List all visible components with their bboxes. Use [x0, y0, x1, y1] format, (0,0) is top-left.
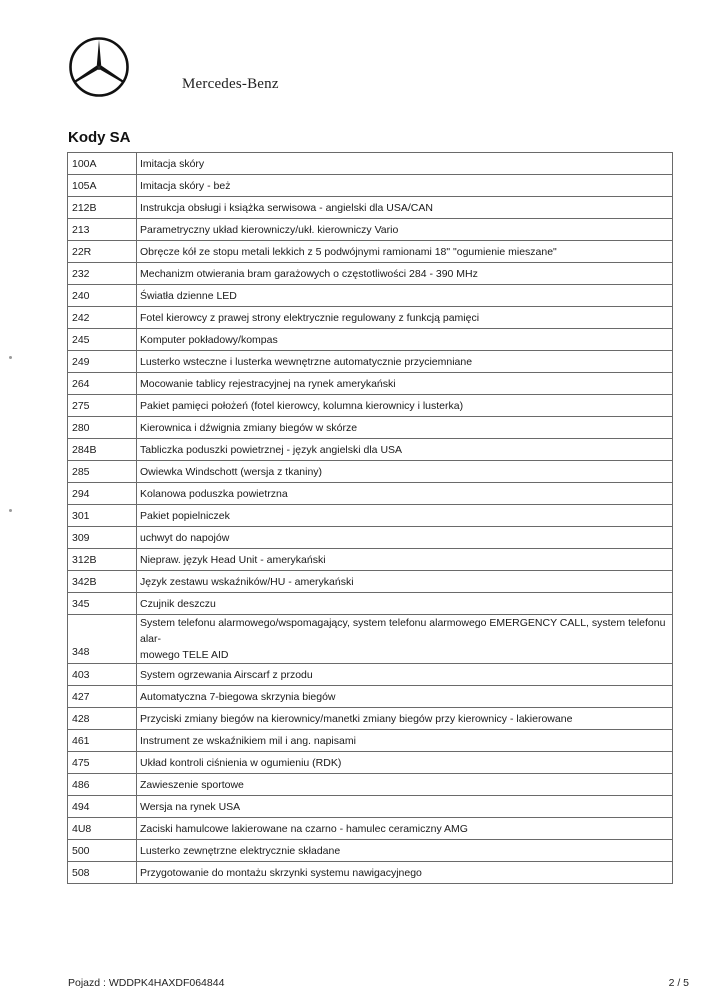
- sa-code-cell: 240: [68, 285, 137, 307]
- sa-description-cell: Układ kontroli ciśnienia w ogumieniu (RDK): [137, 752, 673, 774]
- sa-description-cell: Wersja na rynek USA: [137, 796, 673, 818]
- sa-code-cell: 249: [68, 351, 137, 373]
- sa-description-cell: Instrument ze wskaźnikiem mil i ang. napisami: [137, 730, 673, 752]
- table-row: [68, 395, 673, 417]
- table-row: [68, 730, 673, 752]
- table-row: [68, 373, 673, 395]
- sa-description-cell: Pakiet pamięci położeń (fotel kierowcy, kolumna kierownicy i lusterka): [137, 395, 673, 417]
- sa-description-cell: Instrukcja obsługi i książka serwisowa - angielski dla USA/CAN: [137, 197, 673, 219]
- table-row: [68, 686, 673, 708]
- sa-codes-table: [67, 152, 673, 884]
- margin-dot: [9, 356, 12, 359]
- sa-description-cell: Przygotowanie do montażu skrzynki systemu nawigacyjnego: [137, 862, 673, 884]
- table-row: [68, 664, 673, 686]
- sa-code-cell: 105A: [68, 175, 137, 197]
- sa-description-cell: Język zestawu wskaźników/HU - amerykański: [137, 571, 673, 593]
- description-line: System telefonu alarmowego/wspomagający, system telefonu alarmowego EMERGENCY CALL, system telefonu alar-: [140, 617, 666, 645]
- sa-code-cell: 100A: [68, 153, 137, 175]
- brand-name: Mercedes-Benz: [182, 76, 279, 92]
- sa-description-cell: Kierownica i dźwignia zmiany biegów w skórze: [137, 417, 673, 439]
- sa-code-cell: 309: [68, 527, 137, 549]
- sa-description-cell: Niepraw. język Head Unit - amerykański: [137, 549, 673, 571]
- sa-description-cell: Zaciski hamulcowe lakierowane na czarno - hamulec ceramiczny AMG: [137, 818, 673, 840]
- sa-code-cell: 285: [68, 461, 137, 483]
- table-row: [68, 263, 673, 285]
- table-row: [68, 615, 673, 664]
- sa-description-cell: Obręcze kół ze stopu metali lekkich z 5 podwójnymi ramionami 18" "ogumienie mieszane": [137, 241, 673, 263]
- sa-description-cell: uchwyt do napojów: [137, 527, 673, 549]
- sa-description-cell: Lusterko zewnętrzne elektrycznie składane: [137, 840, 673, 862]
- sa-description-cell: Parametryczny układ kierowniczy/ukł. kierowniczy Vario: [137, 219, 673, 241]
- table-row: [68, 175, 673, 197]
- table-row: [68, 439, 673, 461]
- table-row: [68, 351, 673, 373]
- sa-description-cell: Pakiet popielniczek: [137, 505, 673, 527]
- sa-description-cell: Czujnik deszczu: [137, 593, 673, 615]
- table-row: [68, 307, 673, 329]
- sa-code-cell: 486: [68, 774, 137, 796]
- sa-code-cell: 428: [68, 708, 137, 730]
- table-row: [68, 483, 673, 505]
- vehicle-vin: Pojazd : WDDPK4HAXDF064844: [68, 977, 225, 989]
- sa-code-cell: 301: [68, 505, 137, 527]
- sa-code-cell: 264: [68, 373, 137, 395]
- sa-code-cell: 22R: [68, 241, 137, 263]
- sa-description-cell: Imitacja skóry - beż: [137, 175, 673, 197]
- sa-description-cell: [137, 615, 673, 664]
- table-row: [68, 593, 673, 615]
- table-row: [68, 708, 673, 730]
- sa-code-cell: 427: [68, 686, 137, 708]
- sa-code-cell: 245: [68, 329, 137, 351]
- sa-code-cell: 242: [68, 307, 137, 329]
- sa-code-cell: 508: [68, 862, 137, 884]
- margin-dot: [9, 509, 12, 512]
- sa-description-cell: Fotel kierowcy z prawej strony elektrycznie regulowany z funkcją pamięci: [137, 307, 673, 329]
- sa-description-cell: Automatyczna 7-biegowa skrzynia biegów: [137, 686, 673, 708]
- table-row: [68, 818, 673, 840]
- sa-code-cell: 500: [68, 840, 137, 862]
- sa-code-cell: 275: [68, 395, 137, 417]
- sa-code-cell: 342B: [68, 571, 137, 593]
- sa-code-cell: 212B: [68, 197, 137, 219]
- sa-codes-table-body: [68, 153, 673, 884]
- sa-code-cell: 312B: [68, 549, 137, 571]
- table-row: [68, 774, 673, 796]
- table-row: [68, 752, 673, 774]
- sa-code-cell: 403: [68, 664, 137, 686]
- table-row: [68, 862, 673, 884]
- sa-code-cell: 284B: [68, 439, 137, 461]
- sa-description-cell: Tabliczka poduszki powietrznej - język angielski dla USA: [137, 439, 673, 461]
- table-row: [68, 197, 673, 219]
- sa-code-cell: 494: [68, 796, 137, 818]
- section-title: Kody SA: [68, 129, 131, 146]
- sa-description-cell: Przyciski zmiany biegów na kierownicy/manetki zmiany biegów przy kierownicy - lakierowane: [137, 708, 673, 730]
- sa-code-cell: 475: [68, 752, 137, 774]
- sa-description-cell: Zawieszenie sportowe: [137, 774, 673, 796]
- sa-code-cell: 232: [68, 263, 137, 285]
- sa-description-cell: Mechanizm otwierania bram garażowych o częstotliwości 284 - 390 MHz: [137, 263, 673, 285]
- table-row: [68, 505, 673, 527]
- sa-description-cell: Owiewka Windschott (wersja z tkaniny): [137, 461, 673, 483]
- sa-description-cell: Lusterko wsteczne i lusterka wewnętrzne automatycznie przyciemniane: [137, 351, 673, 373]
- sa-description-cell: Imitacja skóry: [137, 153, 673, 175]
- sa-code-cell: 280: [68, 417, 137, 439]
- table-row: [68, 329, 673, 351]
- table-row: [68, 571, 673, 593]
- table-row: [68, 241, 673, 263]
- sa-code-cell: 294: [68, 483, 137, 505]
- page-indicator: 2 / 5: [668, 977, 689, 989]
- table-row: [68, 153, 673, 175]
- table-row: [68, 285, 673, 307]
- table-row: [68, 219, 673, 241]
- sa-description-cell: Komputer pokładowy/kompas: [137, 329, 673, 351]
- sa-description-cell: Kolanowa poduszka powietrzna: [137, 483, 673, 505]
- sa-description-cell: Światła dzienne LED: [137, 285, 673, 307]
- table-row: [68, 840, 673, 862]
- sa-description-cell: System ogrzewania Airscarf z przodu: [137, 664, 673, 686]
- mercedes-star-icon: [68, 36, 130, 98]
- table-row: [68, 527, 673, 549]
- sa-code-cell: 345: [68, 593, 137, 615]
- description-line: mowego TELE AID: [140, 649, 229, 661]
- table-row: [68, 417, 673, 439]
- sa-description-cell: Mocowanie tablicy rejestracyjnej na rynek amerykański: [137, 373, 673, 395]
- sa-code-cell: 4U8: [68, 818, 137, 840]
- sa-code-cell: 461: [68, 730, 137, 752]
- sa-code-cell: 348: [68, 615, 137, 664]
- table-row: [68, 549, 673, 571]
- table-row: [68, 796, 673, 818]
- table-row: [68, 461, 673, 483]
- sa-code-cell: 213: [68, 219, 137, 241]
